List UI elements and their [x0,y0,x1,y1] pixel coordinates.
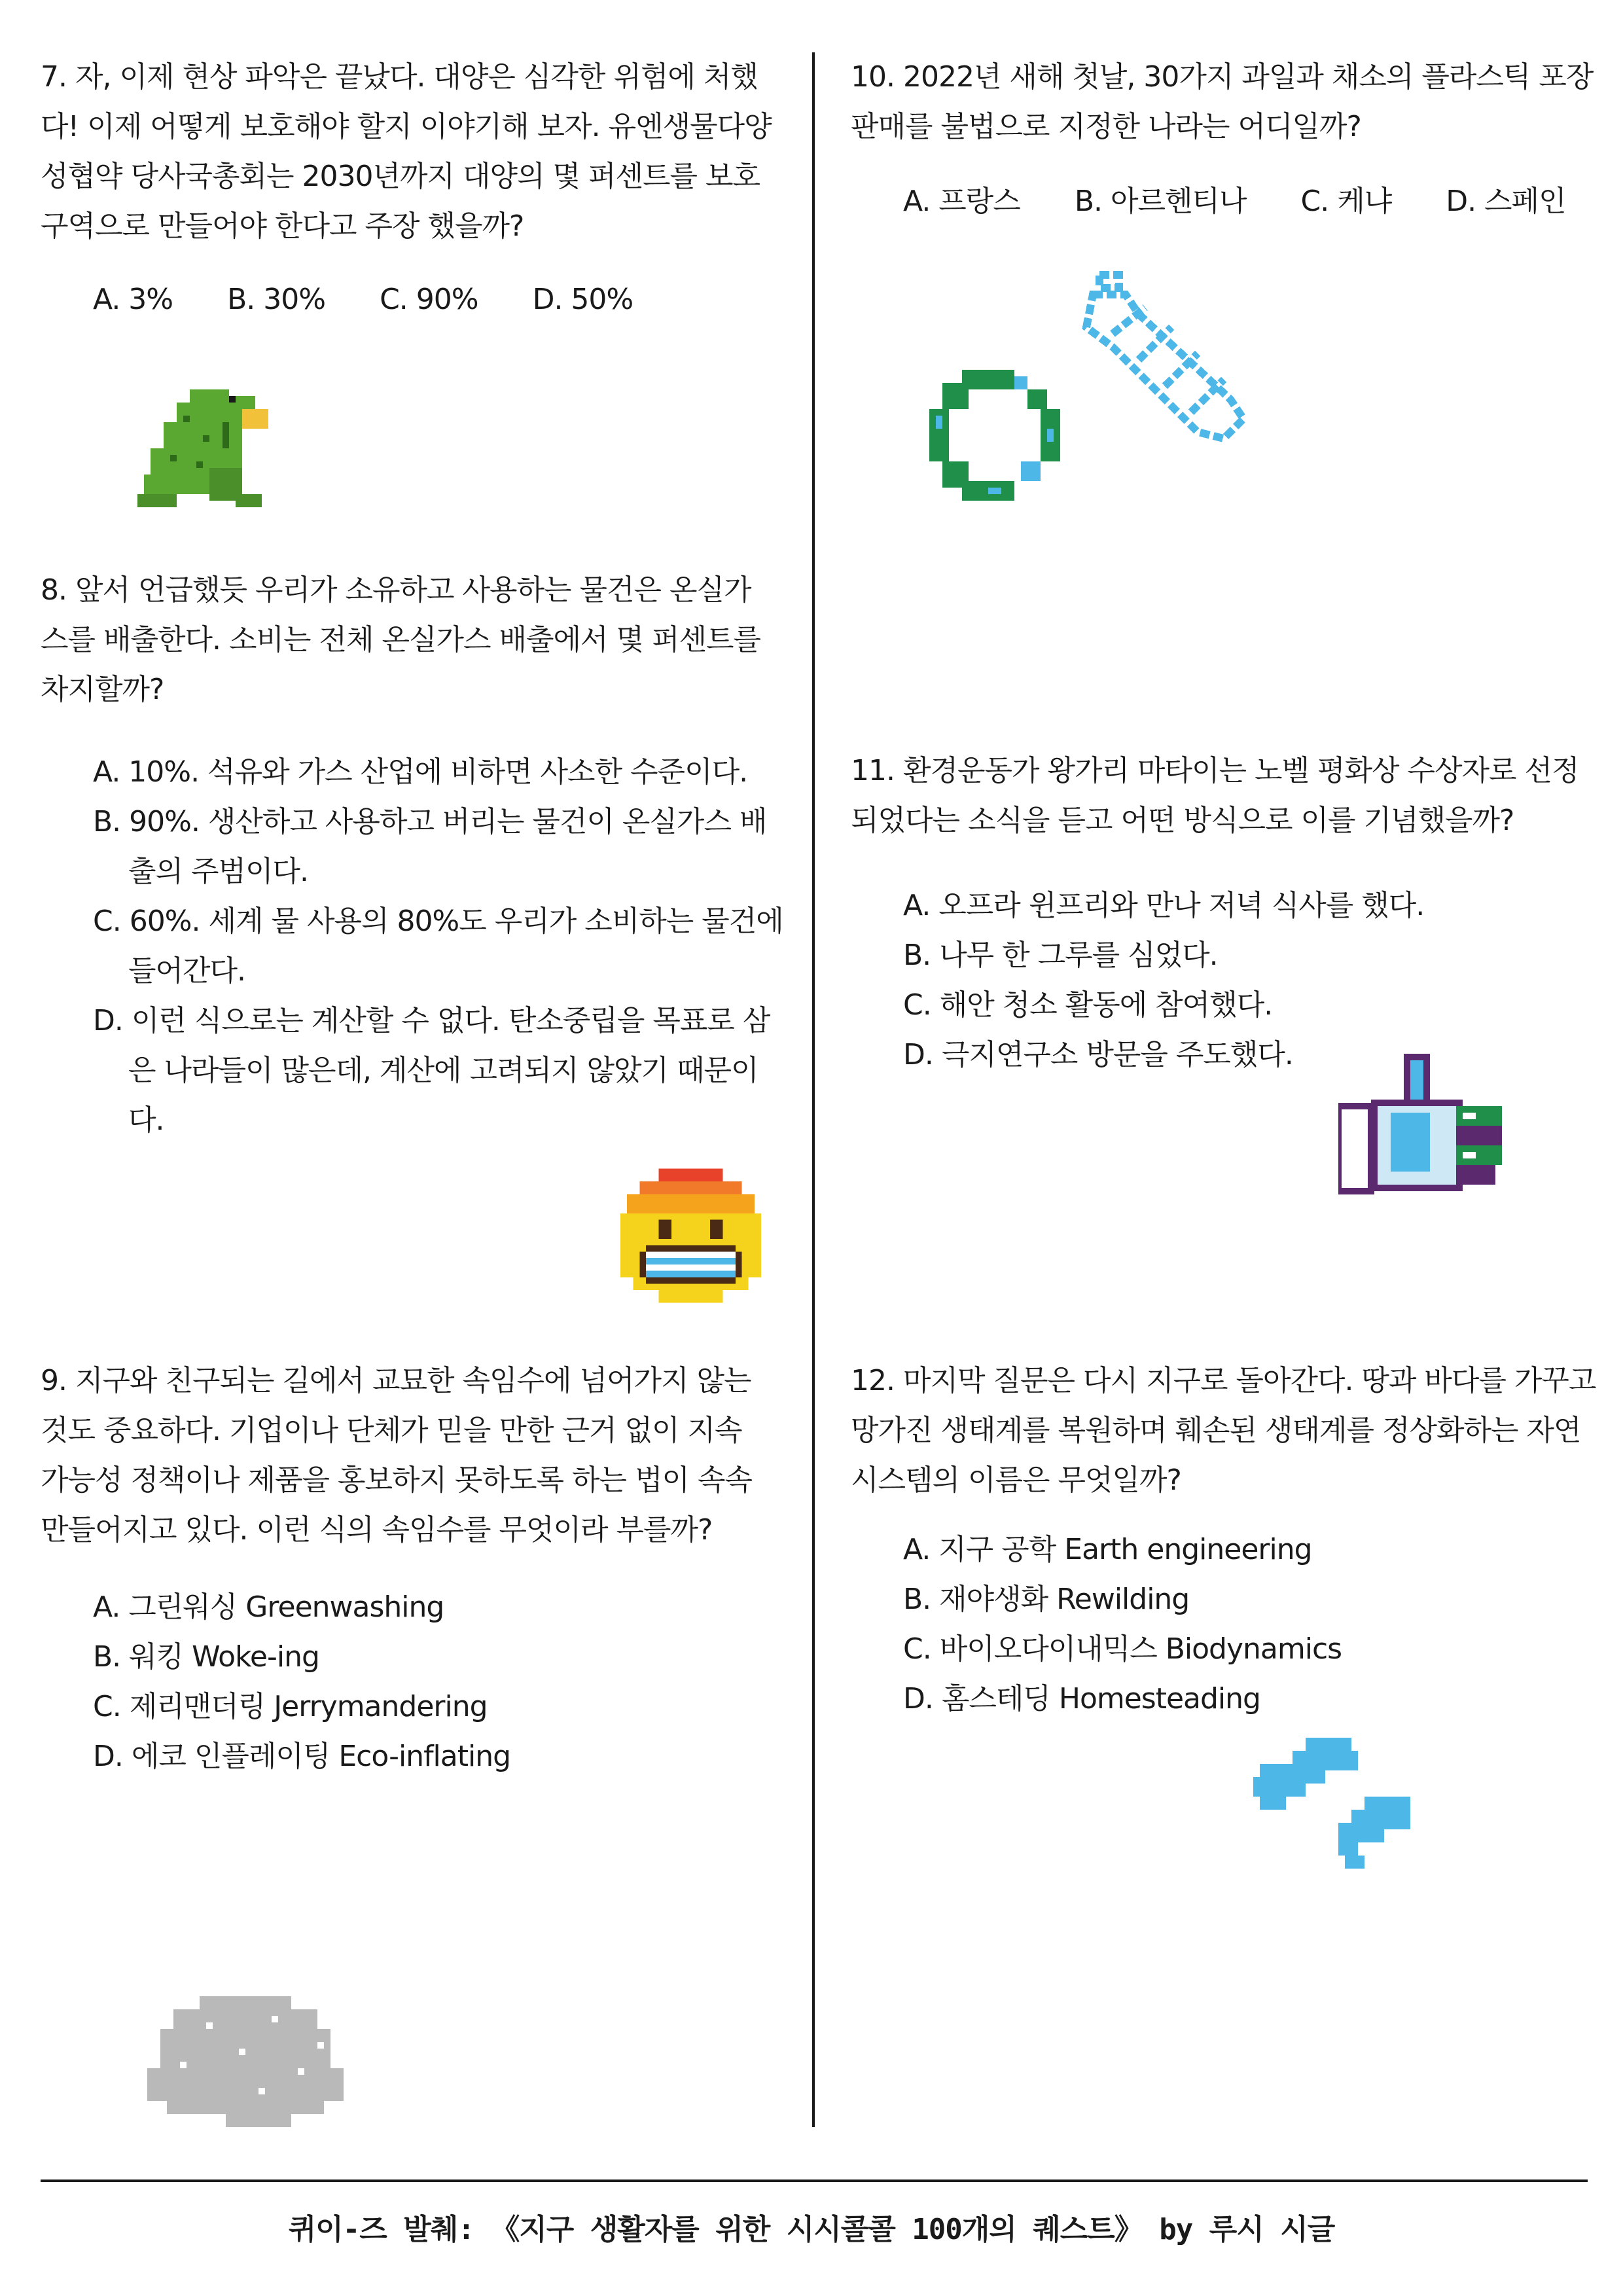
question-9 [41,1356,774,1555]
option: A. 오프라 윈프리와 만나 저녁 식사를 했다. [903,889,1425,922]
question-8-options [93,747,787,1145]
option: A. 그린워싱 Greenwashing [93,1590,444,1624]
option: C. 케냐 [1300,185,1392,218]
question-11 [851,746,1603,846]
option: D. 에코 인플레이팅 Eco-inflating [93,1740,511,1773]
question-8-text: 8. 앞서 언급했듯 우리가 소유하고 사용하는 물건은 온실가스를 배출한다. 소비는 전체 온실가스 배출에서 몇 퍼센트를 차지할까? [41,573,760,706]
plastic-bottle-pixel-icon [1080,268,1257,445]
option: D. 50% [532,283,633,316]
thumbs-up-pixel-icon [1338,1054,1515,1198]
question-10 [851,52,1603,152]
water-droplets-pixel-icon [1253,1738,1423,1875]
option: B. 90%. 생산하고 사용하고 버리는 물건이 온실가스 배출의 주범이다. [93,805,767,888]
question-8 [41,565,774,715]
question-12 [851,1356,1603,1505]
option: A. 프랑스 [903,185,1020,218]
question-10-options [903,182,1612,221]
option: A. 10%. 석유와 가스 산업에 비하면 사소한 수준이다. [93,755,748,789]
option: B. 30% [227,283,326,316]
question-7-text: 7. 자, 이제 현상 파악은 끝났다. 대양은 심각한 위험에 처했다! 이제 어떻게 보호해야 할지 이야기해 보자. 유엔생물다양성협약 당사국총회는 2030년까지 대양의 몇 퍼센트를 보호구역으로 만들어야 한다고 주장 했을까? [41,60,772,243]
question-9-options [93,1583,510,1782]
question-10-text: 10. 2022년 새해 첫날, 30가지 과일과 채소의 플라스틱 포장 판매를 불법으로 지정한 나라는 어디일까? [851,60,1594,143]
option: C. 제리맨더링 Jerrymandering [93,1690,488,1723]
footer-divider [41,2179,1588,2182]
option: B. 재야생화 Rewilding [903,1583,1190,1616]
option: B. 나무 한 그루를 심었다. [903,939,1218,972]
question-12-options [903,1525,1342,1724]
option: C. 60%. 세계 물 사용의 80%도 우리가 소비하는 물건에 들어간다. [93,905,783,988]
option: D. 극지연구소 방문을 주도했다. [903,1038,1293,1071]
option: B. 아르헨티나 [1074,185,1247,218]
stone-pixel-icon [147,1996,344,2127]
question-9-text: 9. 지구와 친구되는 길에서 교묘한 속임수에 넘어가지 않는 것도 중요하다. 기업이나 단체가 믿을 만한 근거 없이 지속 가능성 정책이나 제품을 홍보하지 못하도록 하는 법이 속속 만들어지고 있다. 이런 식의 속임수를 무엇이라 부를까? [41,1364,752,1547]
question-7 [41,52,774,251]
hot-face-emoji-pixel-icon [620,1167,761,1304]
question-7-options [93,280,679,319]
frog-pixel-icon [137,383,275,514]
option: D. 이런 식으로는 계산할 수 없다. 탄소중립을 목표로 삼은 나라들이 많은데, 계산에 고려되지 않았기 때문이다. [93,1004,770,1137]
question-11-text: 11. 환경운동가 왕가리 마타이는 노벨 평화상 수상자로 선정되었다는 소식을 듣고 어떤 방식으로 이를 기념했을까? [851,754,1579,837]
option: D. 스페인 [1446,185,1566,218]
option: D. 홈스테딩 Homesteading [903,1682,1260,1715]
option: C. 90% [380,283,478,316]
option: B. 워킹 Woke-ing [93,1640,319,1674]
question-11-options [903,881,1424,1080]
footer-credit: 퀴이-즈 발췌: 《지구 생활자를 위한 시시콜콜 100개의 퀘스트》 by 루시 시글 [288,2213,1335,2246]
recycle-arrows-pixel-icon [929,370,1067,507]
question-12-text: 12. 마지막 질문은 다시 지구로 돌아간다. 땅과 바다를 가꾸고 망가진 생태계를 복원하며 훼손된 생태계를 정상화하는 자연 시스템의 이름은 무엇일까? [851,1364,1596,1497]
option: C. 해안 청소 활동에 참여했다. [903,988,1273,1022]
option: C. 바이오다이내믹스 Biodynamics [903,1632,1342,1666]
option: A. 3% [93,283,173,316]
option: A. 지구 공학 Earth engineering [903,1533,1312,1566]
column-divider [812,52,815,2127]
